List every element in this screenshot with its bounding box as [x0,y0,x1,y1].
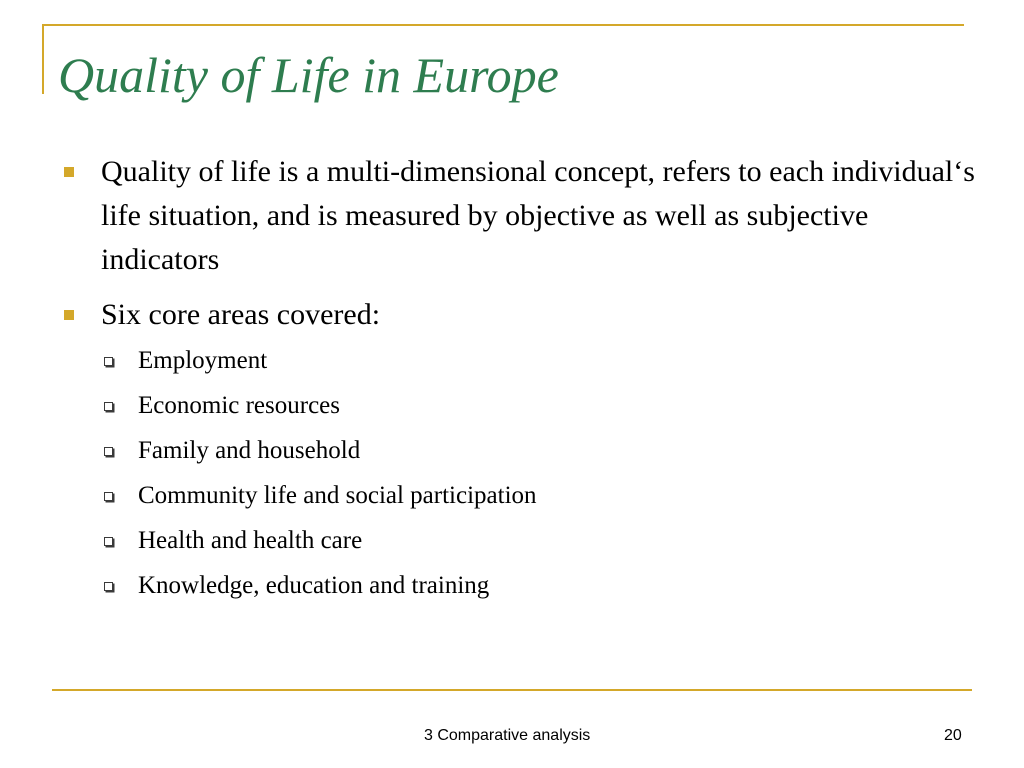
sub-item-community-life: Community life and social participation [138,482,537,509]
sub-item-economic-resources: Economic resources [138,392,341,419]
sub-item-employment: Employment [138,347,268,374]
square-bullet-icon [64,167,74,177]
sub-item-health-care: Health and health care [138,527,363,554]
slide-title: Quality of Life in Europe [58,47,559,103]
bullet-text-core-areas: Six core areas covered: [101,298,381,331]
bottom-rule [52,689,972,691]
page-number: 20 [944,727,962,744]
hollow-square-bullet-icon [104,582,113,591]
hollow-square-bullet-icon [104,492,113,501]
hollow-square-bullet-icon [104,402,113,411]
bullet-text-definition: Quality of life is a multi-dimensional concept, refers to each individual‘s life situation, and is measured by objective as well as subjective indicators [101,155,975,276]
footer-section-label: 3 Comparative analysis [424,727,591,744]
sub-item-family-household: Family and household [138,437,361,464]
hollow-square-bullet-icon [104,357,113,366]
hollow-square-bullet-icon [104,447,113,456]
square-bullet-icon [64,310,74,320]
hollow-square-bullet-icon [104,537,113,546]
sub-item-knowledge-education: Knowledge, education and training [138,572,490,599]
